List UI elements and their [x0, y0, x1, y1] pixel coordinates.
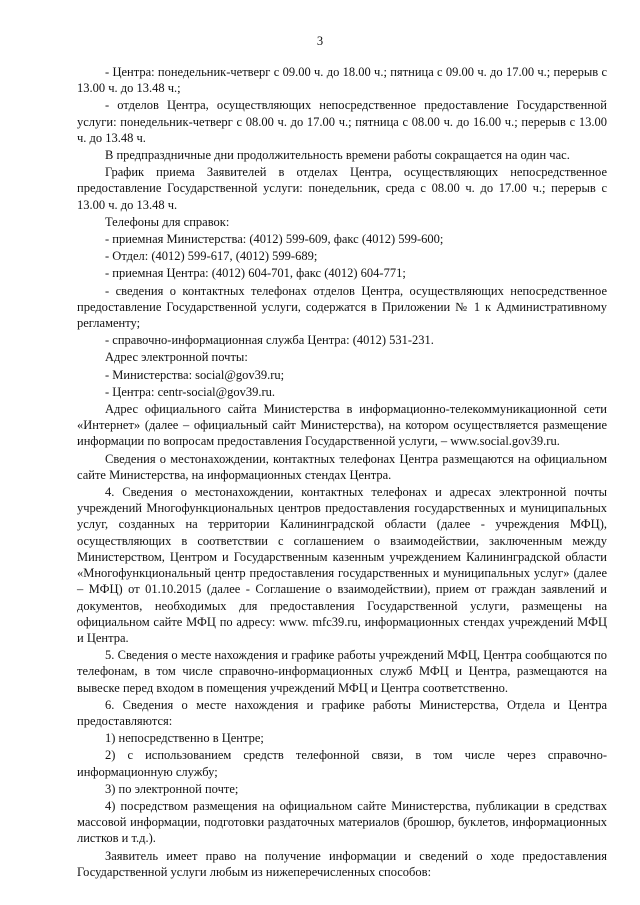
paragraph: В предпраздничные дни продолжительность времени работы сокращается на один час. — [105, 148, 570, 163]
paragraph: - справочно-информационная служба Центра: (4012) 531-231. — [105, 333, 434, 348]
paragraph: - Центра: понедельник-четверг с 09.00 ч. до 18.00 ч.; пятница с 09.00 ч. до 17.00 ч.; перерыв с 13.00 ч. до 13.48 ч.; — [77, 65, 607, 96]
list-item: 4) посредством размещения на официальном сайте Министерства, публикации в средствах массовой информации, подготовки раздаточных материалов (брошюр, буклетов, информационных листков и т.д.). — [77, 798, 607, 846]
paragraph: - Министерства: social@gov39.ru; — [105, 367, 285, 382]
paragraph: - Центра: centr-social@gov39.ru. — [105, 384, 276, 399]
paragraph: Адрес официального сайта Министерства в информационно-телекоммуникационной сети «Интернет» (далее – официальный сайт Министерства), на котором осуществляется размещение информации по вопросам предоставления Государственной услуги, – www.social.gov39.ru. — [77, 402, 607, 449]
paragraph: Заявитель имеет право на получение информации и сведений о ходе предоставления Государственной услуги любым из нижеперечисленных способов: — [77, 848, 607, 879]
list-item: 2) с использованием средств телефонной связи, в том числе через справочно-информационную службу; — [77, 748, 607, 779]
paragraph: - приемная Министерства: (4012) 599-609, факс (4012) 599-600; — [105, 232, 444, 247]
paragraph: Адрес электронной почты: — [105, 350, 248, 365]
paragraph: 5. Сведения о месте нахождения и графике работы учреждений МФЦ, Центра сообщаются по телефонам, в том числе справочно-информационных служб МФЦ и Центра, размещаются на вывеске перед входом в помещения учреждений МФЦ и Центра соответственно. — [77, 648, 607, 695]
list-item: 1) непосредственно в Центре; — [105, 731, 264, 746]
paragraph: - отделов Центра, осуществляющих непосредственное предоставление Государственной услуги: понедельник-четверг с 08.00 ч. до 17.00 ч.; пятница с 08.00 ч. до 16.00 ч.; перерыв с 13.00 ч. до 13.48 ч. — [77, 98, 607, 145]
paragraph: 6. Сведения о месте нахождения и графике работы Министерства, Отдела и Центра предоставляются: — [77, 697, 607, 728]
paragraph: График приема Заявителей в отделах Центра, осуществляющих непосредственное предоставление Государственной услуги: понедельник, среда с 08.00 ч. до 17.00 ч.; перерыв с 13.00 ч. до 13.48 ч. — [77, 165, 607, 212]
list-item: 3) по электронной почте; — [105, 781, 239, 796]
page-number: 3 — [316, 34, 324, 48]
paragraph: Сведения о местонахождении, контактных телефонах Центра размещаются на официальном сайте Министерства, на информационных стендах Центра. — [77, 451, 607, 482]
paragraph: Телефоны для справок: — [105, 214, 230, 229]
paragraph: 4. Сведения о местонахождении, контактных телефонах и адресах электронной почты учреждений Многофункциональных центров предоставления государственных и муниципальных услуг, созданных на территории Калининградской области (далее - учреждения МФЦ), осуществляющих в соответствии с соглашением о взаимодействии, заключенным между Министерством, Центром и Государственным казенным учреждением Калининградской области «Многофункциональный центр предоставления государственных и муниципальных услуг» (далее – МФЦ) от 01.10.2015 (далее - Соглашение о взаимодействии), прием от граждан заявлений и документов, необходимых для предоставления Государственной услуги, размещены на официальном сайте МФЦ по адресу: www. mfc39.ru, информационных стендах учреждений МФЦ и Центра. — [77, 485, 607, 645]
document-body — [77, 64, 607, 881]
paragraph: - сведения о контактных телефонах отделов Центра, осуществляющих непосредственное предоставление Государственной услуги, содержатся в Приложении № 1 к Административному регламенту; — [77, 283, 607, 331]
paragraph: - Отдел: (4012) 599-617, (4012) 599-689; — [105, 249, 318, 264]
paragraph: - приемная Центра: (4012) 604-701, факс (4012) 604-771; — [105, 266, 406, 281]
